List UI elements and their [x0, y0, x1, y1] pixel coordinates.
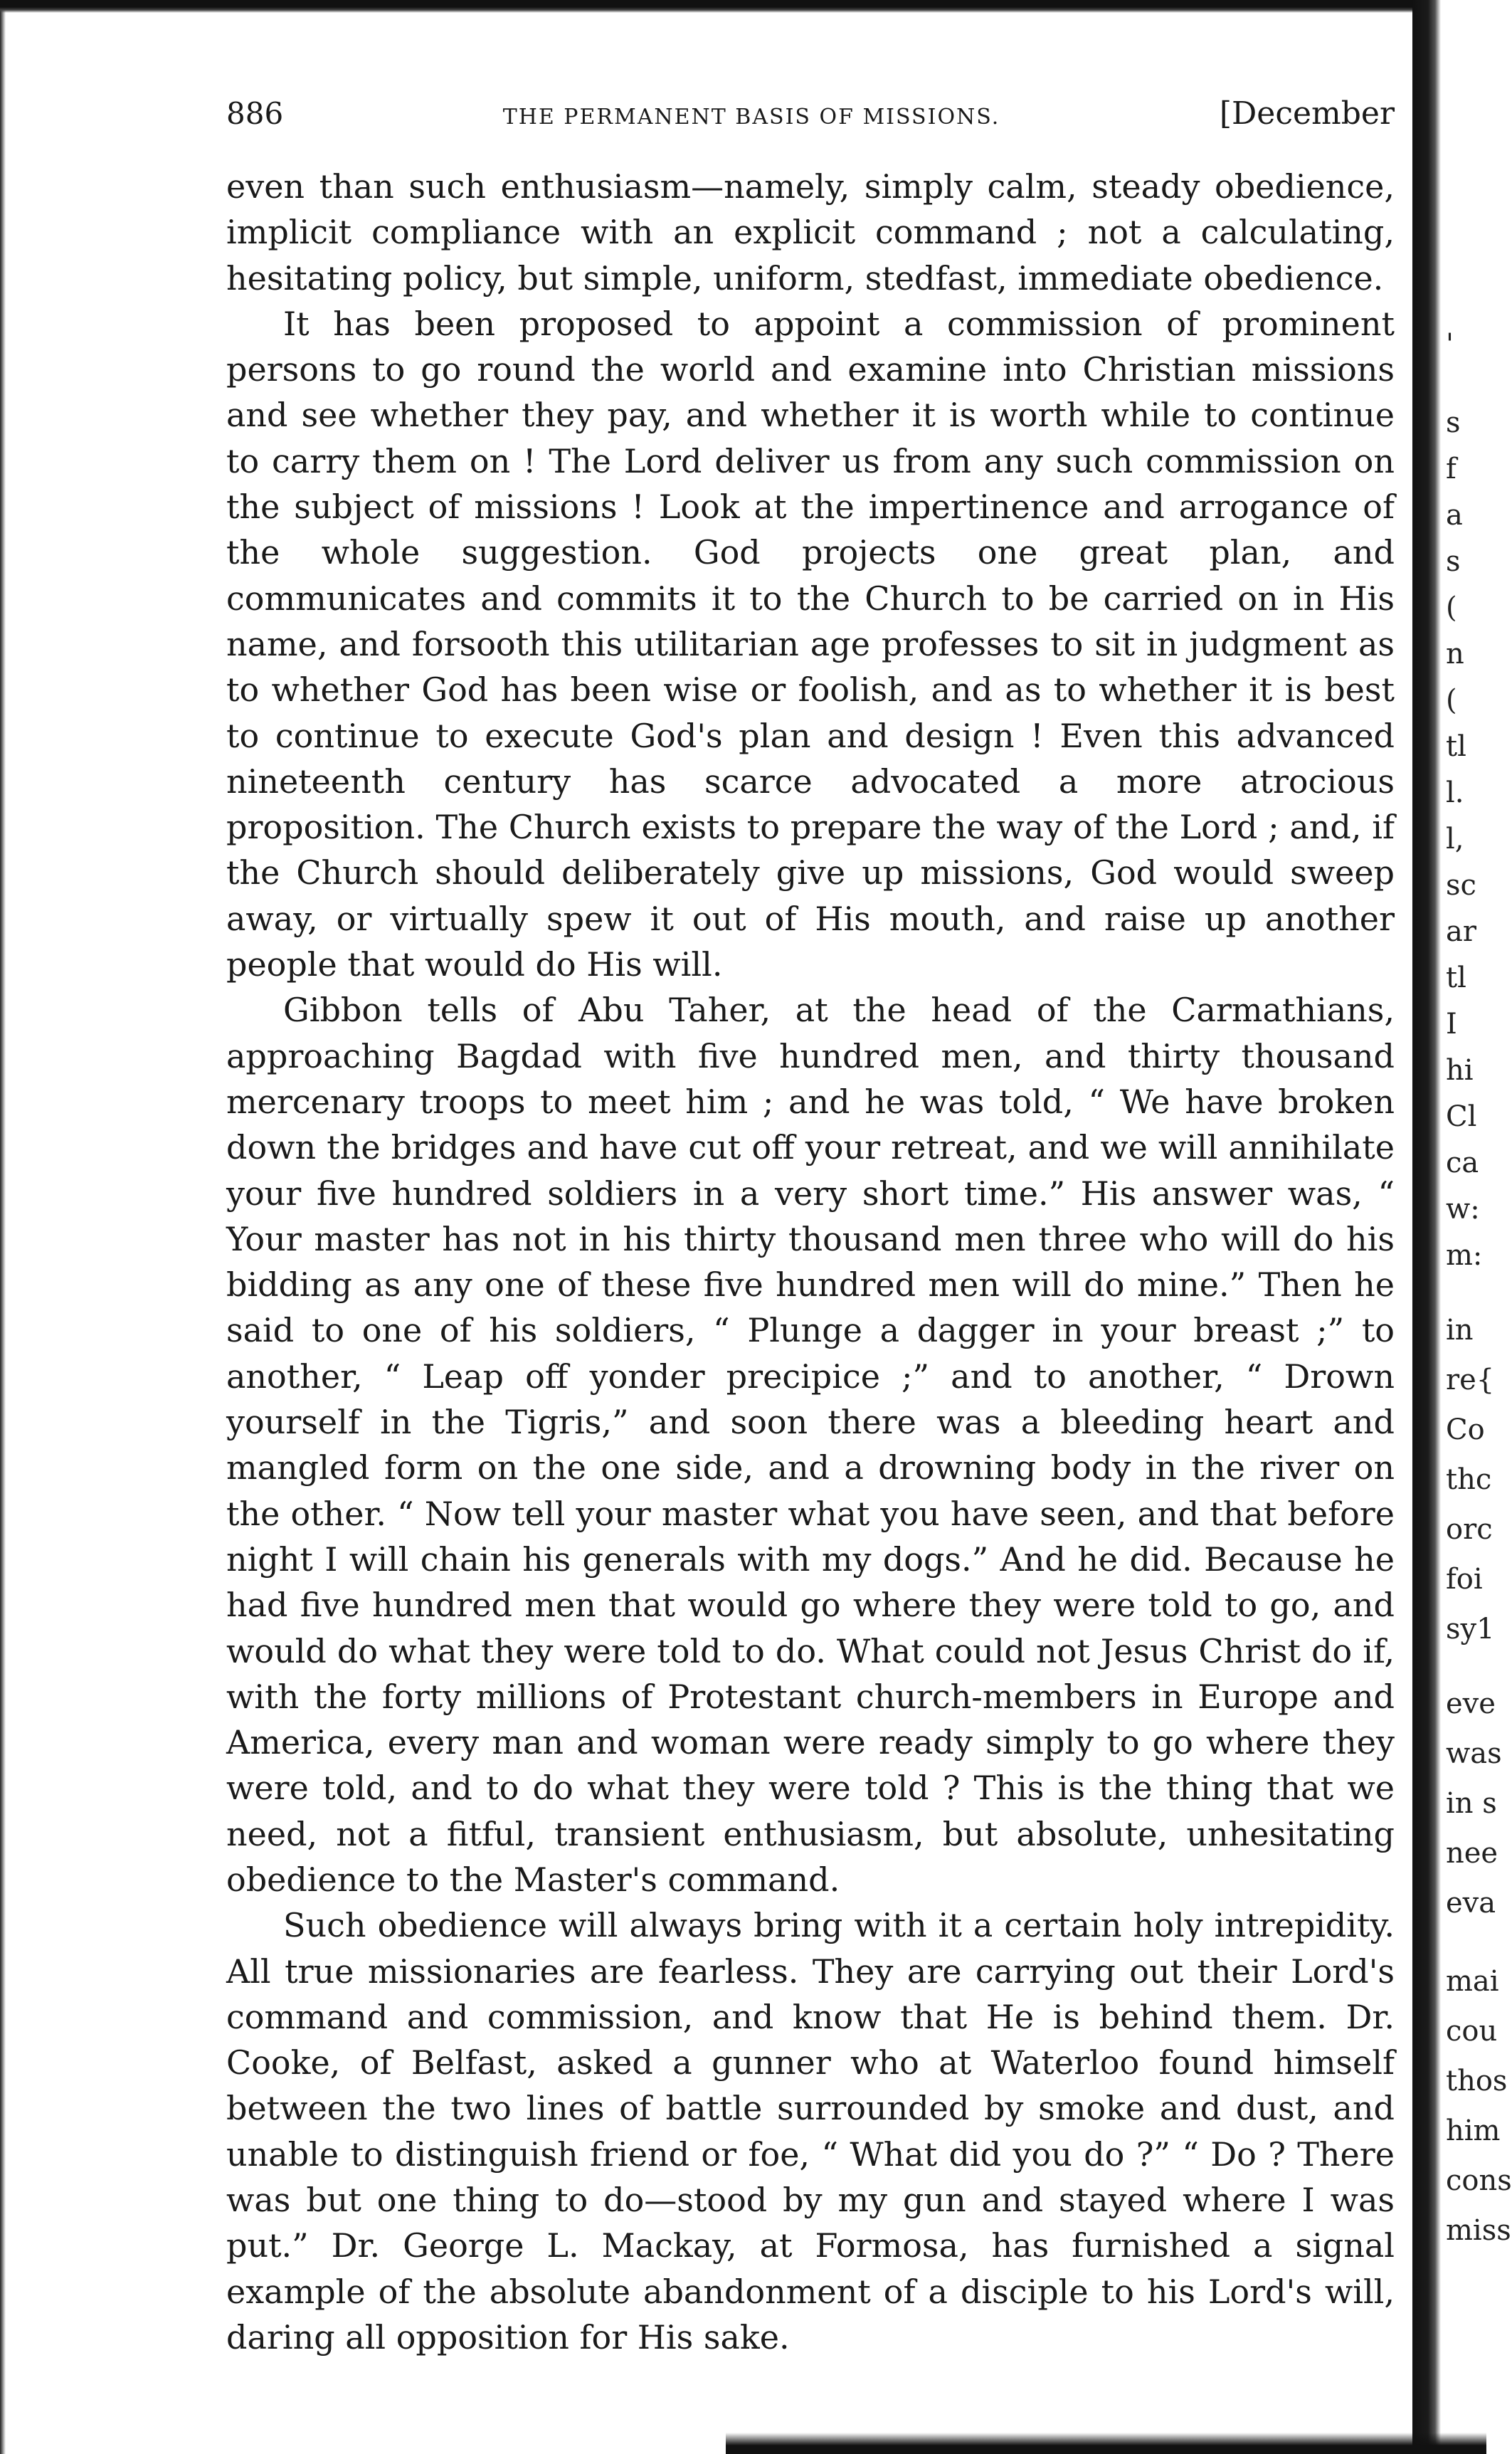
book-page — [226, 93, 1395, 2360]
neighbor-fragment: Co — [1446, 1413, 1485, 1446]
neighbor-fragment: foi — [1446, 1563, 1483, 1596]
neighbor-fragment: cou — [1446, 2015, 1498, 2048]
paragraph-2: It has been proposed to appoint a commission of prominent persons to go round the world and examine into Christian missions and see whether they pay, and whether it is worth while to continue to carry them on ! The Lord deliver us from any such commission on the subject of missions ! Look at the impertinence and arrogance of the whole suggestion. God projects one great plan, and communicates and commits it to the Church to be carried on in His name, and forsooth this utilitarian age professes to sit in judgment as to whether God has been wise or foolish, and as to whether it is best to continue to execute God's plan and design ! Even this advanced nineteenth century has scarce advocated a more atrocious proposition. The Church exists to prepare the way of the Lord ; and, if the Church should deliberately give up missions, God would sweep away, or virtually spew it out of His mouth, and raise up another people that would do His will. — [226, 304, 1395, 984]
running-title: THE PERMANENT BASIS OF MISSIONS. — [502, 105, 1000, 130]
book-gutter — [1412, 0, 1441, 2454]
neighbor-fragment: cons — [1446, 2164, 1512, 2197]
neighbor-fragment: a — [1446, 499, 1463, 532]
scan-edge-top — [0, 0, 1452, 13]
running-header — [226, 93, 1395, 135]
neighbor-fragment: w: — [1446, 1193, 1480, 1226]
neighbor-fragment: m: — [1446, 1239, 1483, 1272]
neighbor-fragment: tl — [1446, 730, 1466, 763]
paragraph-3: Gibbon tells of Abu Taher, at the head of the Carmathians, approaching Bagdad with five hundred men, and thirty thousand mercenary troops to meet him ; and he was told, “ We have broken down the bridges and have cut off your retreat, and we will annihilate your five hundred soldiers in a very short time.” His answer was, “ Your master has not in his thirty thousand men three who will do his bidding as any one of these five hundred men will do mine.” Then he said to one of his soldiers, “ Plunge a dagger in your breast ;” to another, “ Leap off yonder precipice ;” and to another, “ Drown yourself in the Tigris,” and soon there was a bleeding heart and mangled form on the one side, and a drowning body in the river on the other. “ Now tell your master what you have seen, and that before night I will chain his generals with my dogs.” And he did. Because he had five hundred men that would go where they were told to go, and would do what they were told to do. What could not Jesus Christ do if, with the forty millions of Protestant church-members in Europe and America, every man and woman were ready simply to go where they were told, and to do what they were told ? This is the thing that we need, not a fitful, transient enthusiasm, but absolute, unhesitating obedience to the Master's command. — [226, 991, 1395, 1899]
running-month: [December — [1219, 95, 1395, 132]
neighbor-fragment: miss — [1446, 2214, 1511, 2247]
neighbor-fragment: ( — [1446, 684, 1457, 717]
neighbor-fragment: nee — [1446, 1837, 1498, 1870]
page-number: 886 — [226, 96, 284, 131]
neighbor-fragment: ( — [1446, 591, 1457, 624]
neighbor-fragment: ca — [1446, 1147, 1479, 1179]
neighbor-fragment: ar — [1446, 915, 1476, 948]
scan-edge-bottom — [726, 2433, 1486, 2454]
neighbor-fragment: I — [1446, 1008, 1457, 1041]
neighbor-fragment: Cl — [1446, 1100, 1477, 1133]
scan-edge-left — [0, 0, 6, 2454]
body-text — [226, 164, 1395, 2360]
neighbor-fragment: hi — [1446, 1054, 1474, 1087]
neighbor-fragment: f — [1446, 453, 1457, 485]
neighbor-fragment: l. — [1446, 776, 1464, 809]
neighbor-fragment: sy1 — [1446, 1613, 1495, 1645]
neighbor-fragment: n — [1446, 638, 1464, 670]
neighbor-fragment: orc — [1446, 1513, 1493, 1546]
neighbor-fragment: in — [1446, 1314, 1474, 1347]
neighbor-fragment: mai — [1446, 1965, 1499, 1998]
paragraph-1: even than such enthusiasm—namely, simply calm, steady obedience, implicit compliance with an explicit command ; not a calculating, hesitating policy, but simple, uniform, stedfast, immediate obedience. — [226, 167, 1395, 297]
neighbor-fragment: ' — [1446, 328, 1454, 361]
neighbor-fragment: him — [1446, 2115, 1501, 2147]
neighbor-fragment: tl — [1446, 962, 1466, 994]
neighbor-fragment: s — [1446, 545, 1461, 578]
neighbor-fragment: eva — [1446, 1887, 1496, 1920]
neighbor-fragment: thos — [1446, 2065, 1508, 2097]
neighbor-fragment: was — [1446, 1737, 1502, 1770]
neighbor-fragment: re{ — [1446, 1364, 1495, 1396]
neighbor-fragment: in s — [1446, 1787, 1497, 1820]
neighbor-fragment: eve — [1446, 1687, 1496, 1720]
neighbor-fragment: l, — [1446, 823, 1464, 855]
paragraph-4: Such obedience will always bring with it a certain holy intrepidity. All true missionaries are fearless. They are carrying out their Lord's command and commission, and know that He is behind them. Dr. Cooke, of Belfast, asked a gunner who at Waterloo found himself between the two lines of battle surrounded by smoke and dust, and unable to distinguish friend or foe, “ What did you do ?” “ Do ? There was but one thing to do—stood by my gun and stayed where I was put.” Dr. George L. Mackay, at Formosa, has furnished a signal example of the absolute abandonment of a disciple to his Lord's will, daring all opposition for His sake. — [226, 1906, 1395, 2356]
neighbor-fragment: s — [1446, 406, 1461, 439]
neighbor-fragment: thc — [1446, 1463, 1492, 1496]
neighbor-fragment: sc — [1446, 869, 1476, 902]
